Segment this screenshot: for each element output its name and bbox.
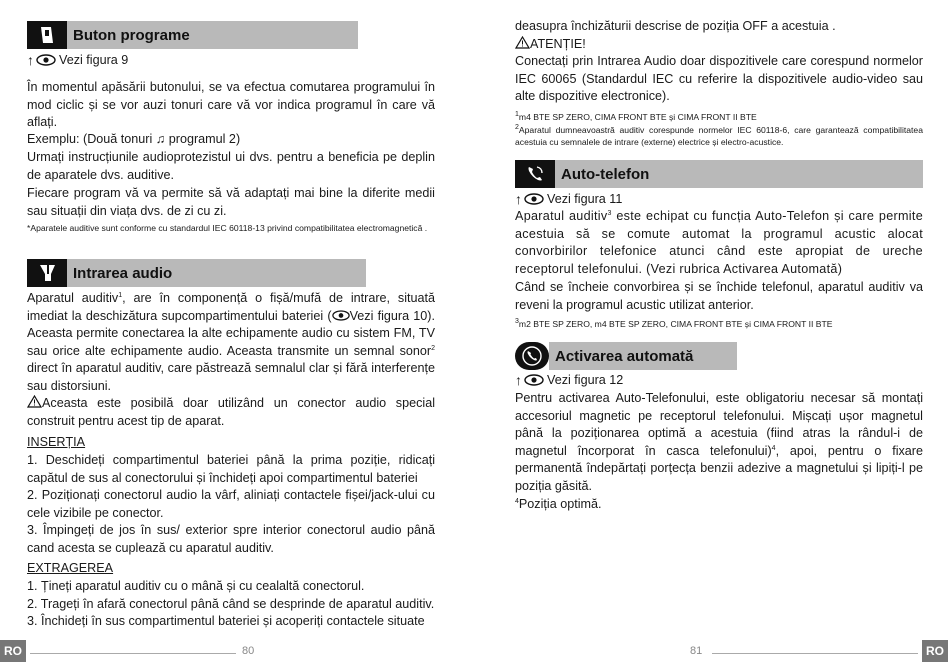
warning-paragraph [27,395,435,430]
warning-icon [515,36,530,49]
page-number-right: 81 [690,645,703,657]
arrow-up-icon: ↑ [27,52,34,68]
footnote [515,124,923,148]
section-header-activarea-automata [515,342,737,370]
arrow-up-icon: ↑ [515,372,522,388]
section-title: Activarea automată [549,342,737,370]
phone-circle-icon [515,342,549,370]
figure-label: Vezi figura 12 [547,373,624,387]
text: direct în aparatul auditiv, care păstrează semnalul clar și fără interferențe sau distorsiuni. [27,361,435,393]
text: Aceasta este posibilă doar utilizând un conector audio special construit pentru acest tip de aparat. [27,396,435,428]
arrow-up-icon: ↑ [515,191,522,207]
language-badge-left: RO [0,640,26,662]
text: Aparatul auditiv [515,209,608,223]
text: Vezi figura 10). Aceasta permite conectarea la alte echipamente audio cu sistem FM, TV sau orice alte echipamente audio. Aceasta transmite un semnal sonor [27,308,435,358]
footnote-ref: 1 [118,291,123,299]
footnote-ref: 4 [515,497,519,505]
figure-label: Vezi figura 11 [547,192,623,206]
text: este echipat cu funcția Auto-Telefon și care permite acestuia să se comute automat la programul acustic alocat convorbirilor telefonice atunci când este apropiat de ureche receptorul telefonului. (Vezi rubrica Activarea Automată) [515,209,923,276]
language-badge-right: RO [922,640,948,662]
paragraph: Urmați instrucțiunile audioprotezistul ui dvs. pentru a beneficia pe deplin de aparatele dvs. auditive. [27,150,435,182]
figure-reference [27,53,128,67]
figure-reference [515,192,622,206]
text: Aparatul dumneavoastră auditiv corespunde normelor IEC 60118-6, care garantează compatibilitatea acestuia cu semnalele de intrare (externe) electrice și electro-acustice. [515,125,923,147]
paragraph: Exemplu: (Două tonuri ♫ programul 2) [27,132,241,146]
section-header-buton-programe [27,21,358,49]
page-number-left: 80 [242,645,255,657]
list-item: 2. Trageți în afară conectorul până când se desprinde de aparatul auditiv. [27,597,435,611]
eye-icon [524,374,544,386]
paragraph: Conectați prin Intrarea Audio doar dispozitivele care corespund normelor IEC 60065 (Standardul IEC cu referire la dispozitivele audio-video sau alte dispozitive electronice). [515,54,923,104]
figure-reference [515,373,623,387]
footnote [515,318,923,330]
footnote: *Aparatele auditive sunt conforme cu standardul IEC 60118-13 privind compatibilitatea electromagnetică . [27,223,428,233]
section-header-auto-telefon [515,160,923,188]
paragraph: Când se încheie convorbirea și se închide telefonul, aparatul auditiv va reveni la programul acustic utilizat anterior. [515,280,923,312]
audio-input-icon [27,259,67,287]
text: , apoi, pentru o fixare permanentă îndepărtați porțecța benzii adezive a magnetului și lipiți-l pe poziția găsită. [515,443,923,493]
list-item: 3. Împingeți de jos în sus/ exterior spre interior conectorul audio până cand acesta se cuplează cu aparatul auditiv. [27,523,435,555]
text: Poziția optimă. [518,497,602,511]
footnote-ref: 3 [607,209,612,217]
footnote-ref: 3 [515,318,519,326]
attention-heading [515,36,586,54]
phone-icon [515,160,555,188]
list-item: 1. Deschideți compartimentul bateriei până la prima poziție, ridicați capătul de sus al conectorului și închideți apoi compartimentul bateriei [27,453,435,485]
paragraph: În momentul apăsării butonului, se va efectua comutarea programului în mod ciclic și se vor auzi tonuri care vă vor indica programul în care vă aflați. [27,80,435,130]
section-title: Buton programe [67,21,358,49]
text: ATENȚIE! [530,37,586,51]
figure-label: Vezi figura 9 [59,53,129,67]
text: m4 BTE SP ZERO, CIMA FRONT BTE și CIMA FRONT II BTE [518,112,757,122]
footnote [515,496,923,514]
paragraph [515,390,923,496]
section-header-intrarea-audio [27,259,366,287]
footnote-ref: 2 [431,344,435,352]
subheading-extragerea: EXTRAGEREA [27,561,114,575]
section-title: Auto-telefon [555,160,923,188]
list-item: 3. Închideți în sus compartimentul bateriei și acoperiți contactele situate [27,614,425,628]
eye-icon [332,310,350,321]
footnote-ref: 2 [515,124,519,132]
footer-rule [712,653,918,654]
text: Pentru activarea Auto-Telefonului, este obligatoriu necesar să montați accesoriul magnetic pe receptorul telefonului. Mișcați ușor magnetul până la poziționarea optimă a acestuia (fiind atras la rândul-i de magnetul încorporat în casca telefonului) [515,391,923,458]
eye-icon [36,54,56,66]
text: , are în componență o fișă/mufă de intrare, situată imediat la deschizătura supcompartimentului bateriei ( [27,291,435,323]
footer-rule [30,653,236,654]
text: Aparatul auditiv [27,291,119,305]
footnote-ref: 4 [771,444,776,452]
paragraph [27,290,435,396]
paragraph [515,208,923,278]
section-title: Intrarea audio [67,259,366,287]
list-item: 1. Țineți aparatul auditiv cu o mână și cu cealaltă conectorul. [27,579,365,593]
footnote-ref: 1 [515,111,519,119]
footnote [515,111,923,123]
eye-icon [524,193,544,205]
text: m2 BTE SP ZERO, m4 BTE SP ZERO, CIMA FRONT BTE și CIMA FRONT II BTE [518,319,833,329]
warning-icon [27,395,42,408]
paragraph: Fiecare program vă va permite să vă adaptați mai bine la diferite medii sau situații din viața dvs. de zi cu zi. [27,186,435,218]
list-item: 2. Poziționați conectorul audio la vârf, aliniați contactele fișei/jack-ului cu cele vizibile pe conector. [27,488,435,520]
subheading-insertia: INSERȚIA [27,435,86,449]
hearing-aid-button-icon [27,21,67,49]
paragraph: deasupra închizăturii descrise de poziția OFF a acestuia . [515,19,836,33]
